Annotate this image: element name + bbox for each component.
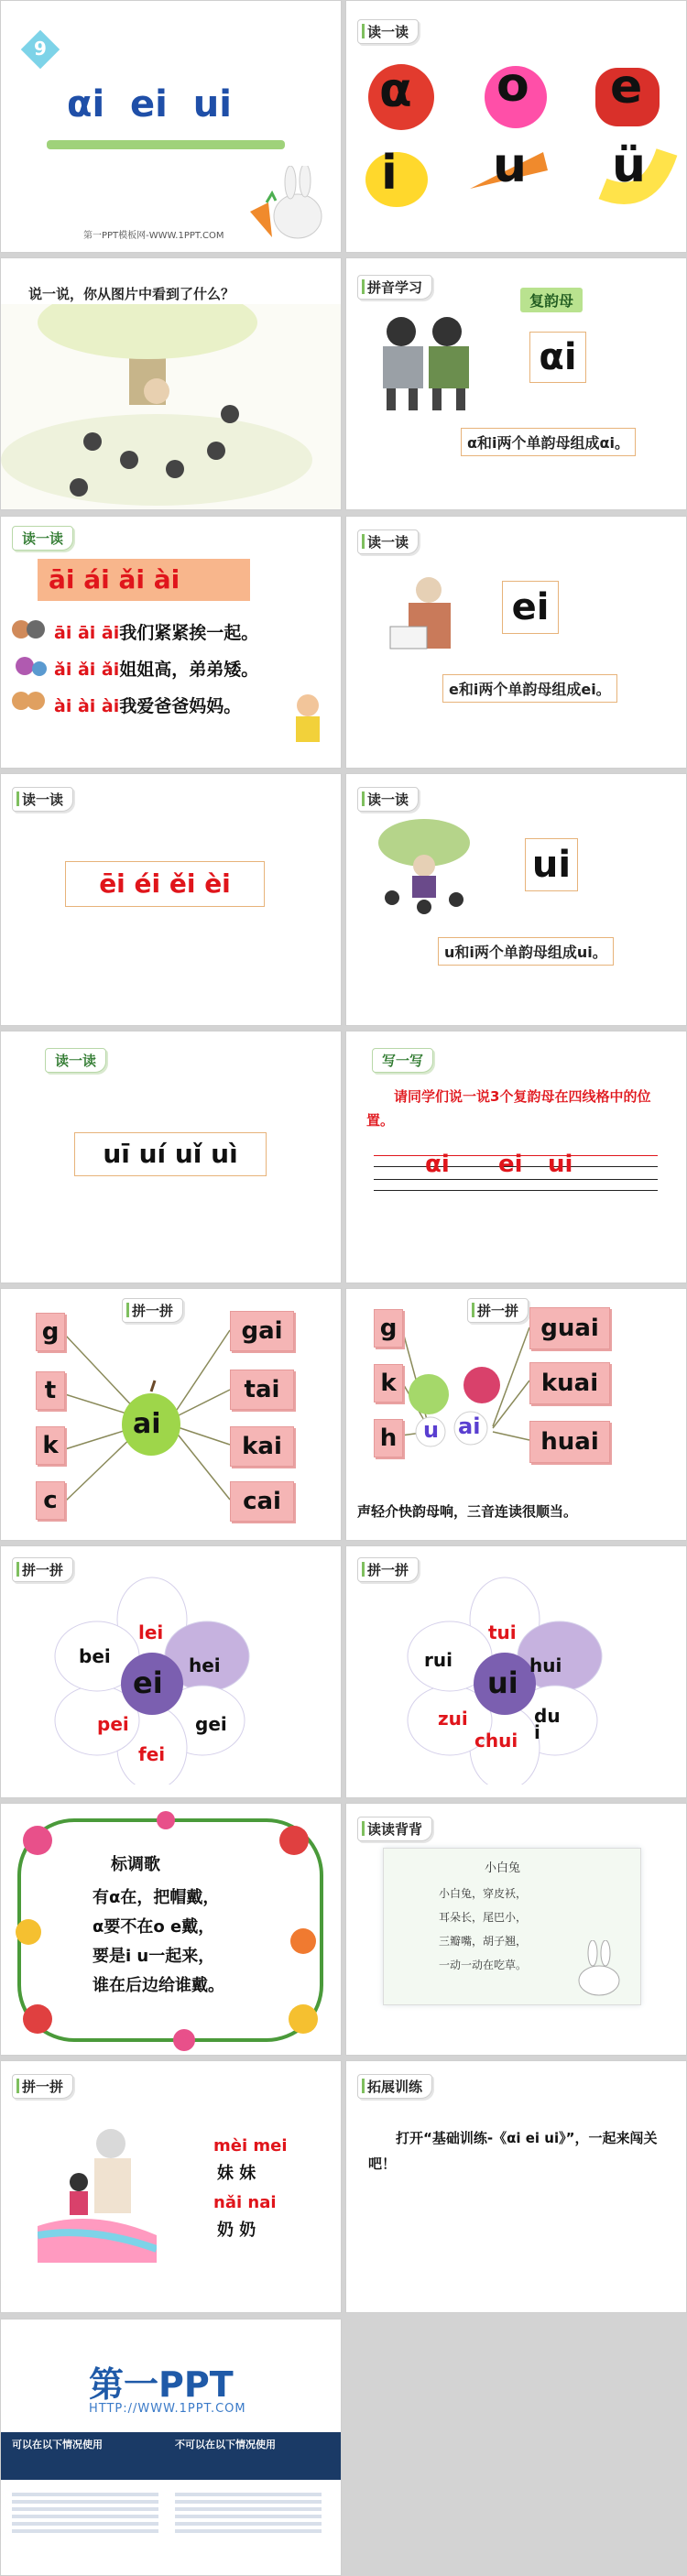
line-2	[54, 656, 258, 681]
slide-ai-tones[interactable]	[0, 516, 342, 769]
slide-heading: 说一说，你从图片中看到了什么？	[28, 286, 235, 302]
letter-box: αi	[529, 332, 586, 383]
section-tag: 拼音学习	[357, 275, 432, 300]
tones-box: uī uí uǐ uì	[74, 1132, 267, 1176]
girl-illustration	[285, 691, 331, 755]
section-tag: 读一读	[357, 19, 419, 44]
brand-logo: 第一PPT	[89, 2364, 234, 2405]
word-1-pinyin: mèi mei	[213, 2136, 288, 2156]
word-2-hanzi: 奶 奶	[217, 2221, 256, 2240]
song-line-4: 谁在后边给谁戴。	[93, 1976, 224, 1995]
grandma-reading-illustration	[383, 572, 465, 663]
note-text: 声轻介快韵母响，三音连读很顺当。	[357, 1503, 578, 1520]
line-3-text: 我爱爸爸妈妈。	[119, 696, 242, 716]
flower-center: ei	[133, 1665, 163, 1700]
initial-card-k: k	[36, 1426, 65, 1465]
section-tag: 读一读	[12, 526, 73, 551]
grandpa-story-illustration	[374, 815, 474, 916]
cannot-use-title: 不可以在以下情况使用	[175, 2439, 276, 2450]
link-list-left	[12, 2489, 158, 2537]
slide-ai-learn[interactable]	[345, 257, 687, 510]
section-tag: 拓展训练	[357, 2074, 432, 2099]
result-card-guai: guai	[529, 1307, 610, 1349]
section-tag: 读一读	[357, 787, 419, 812]
slide-spell-uai[interactable]	[345, 1288, 687, 1541]
result-card-kuai: kuai	[529, 1362, 610, 1404]
line-1	[54, 619, 258, 644]
slide-title[interactable]	[0, 0, 342, 253]
poem-title: 小白兔	[485, 1861, 521, 1875]
line-3	[54, 693, 241, 717]
initial-card-g: g	[374, 1309, 403, 1348]
medial-u: u	[423, 1417, 440, 1443]
letter-a: α	[379, 63, 412, 118]
initial-card-g: g	[36, 1313, 65, 1351]
initial-card-h: h	[374, 1419, 403, 1457]
song-line-2: α要不在o e戴，	[93, 1917, 215, 1937]
slide-picture-talk[interactable]	[0, 257, 342, 510]
slide-ui-learn[interactable]	[345, 773, 687, 1026]
page-title: αi ei ui	[67, 83, 232, 126]
grid-item-1: αi	[425, 1151, 450, 1178]
children-backpack-illustration	[374, 313, 484, 414]
song-line-1: 有α在，把帽戴，	[93, 1888, 220, 1907]
can-use-title: 可以在以下情况使用	[12, 2439, 103, 2450]
result-card-huai: huai	[529, 1421, 610, 1463]
petal-zui: zui	[438, 1708, 468, 1730]
letter-box: ui	[525, 838, 578, 891]
slide-words[interactable]	[0, 2060, 342, 2313]
slide-ei-tones[interactable]	[0, 773, 342, 1026]
section-tag: 拼一拼	[12, 1557, 73, 1582]
poem-card	[383, 1848, 641, 2005]
letter-o: o	[496, 58, 529, 113]
title-underline	[47, 140, 285, 149]
section-tag: 读读背背	[357, 1817, 432, 1841]
grid-item-2: ei	[498, 1151, 523, 1178]
petal-chui: chui	[474, 1730, 518, 1752]
petal-rui: rui	[424, 1649, 453, 1671]
initial-card-c: c	[36, 1481, 65, 1520]
lesson-number: 9	[34, 38, 47, 60]
petal-bei: bei	[79, 1645, 111, 1667]
slide-brand[interactable]	[0, 2319, 342, 2576]
instruction-text: 请同学们说一说3个复韵母在四线格中的位置。	[366, 1088, 651, 1129]
tones-banner: āi ái ǎi ài	[38, 559, 250, 601]
petal-gei: gei	[195, 1713, 227, 1735]
poem-line-4: 一动一动在吃草。	[439, 1959, 528, 1971]
section-tag: 写一写	[372, 1048, 433, 1073]
section-tag: 拼一拼	[357, 1557, 419, 1582]
children-under-tree-illustration	[1, 304, 342, 510]
slide-spell-ai[interactable]	[0, 1288, 342, 1541]
petal-hei: hei	[189, 1654, 221, 1676]
result-card-kai: kai	[230, 1426, 294, 1467]
line-1-text: 我们紧紧挨一起。	[119, 623, 259, 643]
note-text: e和i两个单韵母组成ei。	[442, 674, 617, 703]
children-pair-icon-3	[10, 687, 47, 715]
slide-flower-ei[interactable]	[0, 1545, 342, 1798]
radish-ai-icon	[463, 1367, 500, 1403]
result-card-tai: tai	[230, 1370, 294, 1410]
grandma-girl-illustration	[38, 2125, 157, 2263]
center-final: ai	[133, 1408, 161, 1440]
children-pair-icon-1	[10, 616, 47, 643]
subtitle-badge: 复韵母	[520, 288, 583, 312]
note-text: u和i两个单韵母组成ui。	[438, 937, 614, 966]
poem-line-3: 三瓣嘴，胡子翘，	[439, 1935, 528, 1948]
letter-box: ei	[502, 581, 559, 634]
line-1-pinyin: āi āi āi	[54, 623, 120, 643]
section-tag: 拼一拼	[12, 2074, 73, 2099]
note-text: α和i两个单韵母组成αi。	[461, 428, 636, 456]
song-line-3: 要是i u一起来，	[93, 1947, 215, 1966]
section-tag: 读一读	[12, 787, 73, 812]
section-tag: 读一读	[45, 1048, 106, 1073]
extension-text: 打开“基础训练-《αi ei ui》”，一起来闯关吧！	[368, 2130, 658, 2172]
slide-flower-ui[interactable]	[345, 1545, 687, 1798]
poem-line-1: 小白兔，穿皮袄，	[439, 1887, 528, 1900]
grid-item-3: ui	[548, 1151, 573, 1178]
vegetable-u-icon	[409, 1374, 449, 1414]
slide-ui-tones[interactable]	[0, 1031, 342, 1283]
link-list-right	[175, 2489, 322, 2537]
slide-recite[interactable]	[345, 1803, 687, 2056]
letter-u-umlaut: ü	[612, 138, 647, 193]
line-2-pinyin: ǎi ǎi ǎi	[54, 660, 120, 680]
section-tag: 拼一拼	[122, 1298, 183, 1323]
petal-hui: hui	[529, 1654, 562, 1676]
petal-fei: fei	[138, 1743, 166, 1765]
rabbit-carrot-illustration	[241, 166, 333, 248]
initial-card-k: k	[374, 1364, 403, 1403]
brand-url[interactable]: HTTP://WWW.1PPT.COM	[89, 2402, 246, 2416]
letter-i: i	[381, 146, 398, 201]
rabbit-illustration	[567, 1940, 631, 1999]
line-3-pinyin: ài ài ài	[54, 696, 120, 716]
petal-tui: tui	[488, 1621, 517, 1643]
slide-read-letters[interactable]	[345, 0, 687, 253]
slide-tone-song[interactable]	[0, 1803, 342, 2056]
poem-line-2: 耳朵长，尾巴小，	[439, 1911, 528, 1924]
letter-e: e	[610, 60, 643, 115]
petal-pei: pei	[97, 1713, 129, 1735]
slide-ei-learn[interactable]	[345, 516, 687, 769]
word-1-hanzi: 妹 妹	[217, 2164, 256, 2183]
petal-dui: du i	[534, 1705, 561, 1743]
word-2-pinyin: nǎi nai	[213, 2193, 277, 2212]
section-tag: 拼一拼	[467, 1298, 529, 1323]
petal-lei: lei	[138, 1621, 164, 1643]
letter-u: u	[493, 138, 528, 193]
center-final: ai	[458, 1414, 481, 1439]
slide-write[interactable]	[345, 1031, 687, 1283]
children-pair-icon-2	[12, 652, 49, 680]
flower-center: ui	[487, 1665, 518, 1700]
line-2-text: 姐姐高，弟弟矮。	[119, 660, 259, 680]
song-title: 标调歌	[111, 1855, 160, 1874]
result-card-cai: cai	[230, 1481, 294, 1522]
tones-box: ēi éi ěi èi	[65, 861, 265, 907]
result-card-gai: gai	[230, 1311, 294, 1351]
slide-extension[interactable]	[345, 2060, 687, 2313]
initial-card-t: t	[36, 1371, 65, 1410]
footer-text: 第一PPT模板网-WWW.1PPT.COM	[83, 231, 224, 241]
section-tag: 读一读	[357, 529, 419, 554]
